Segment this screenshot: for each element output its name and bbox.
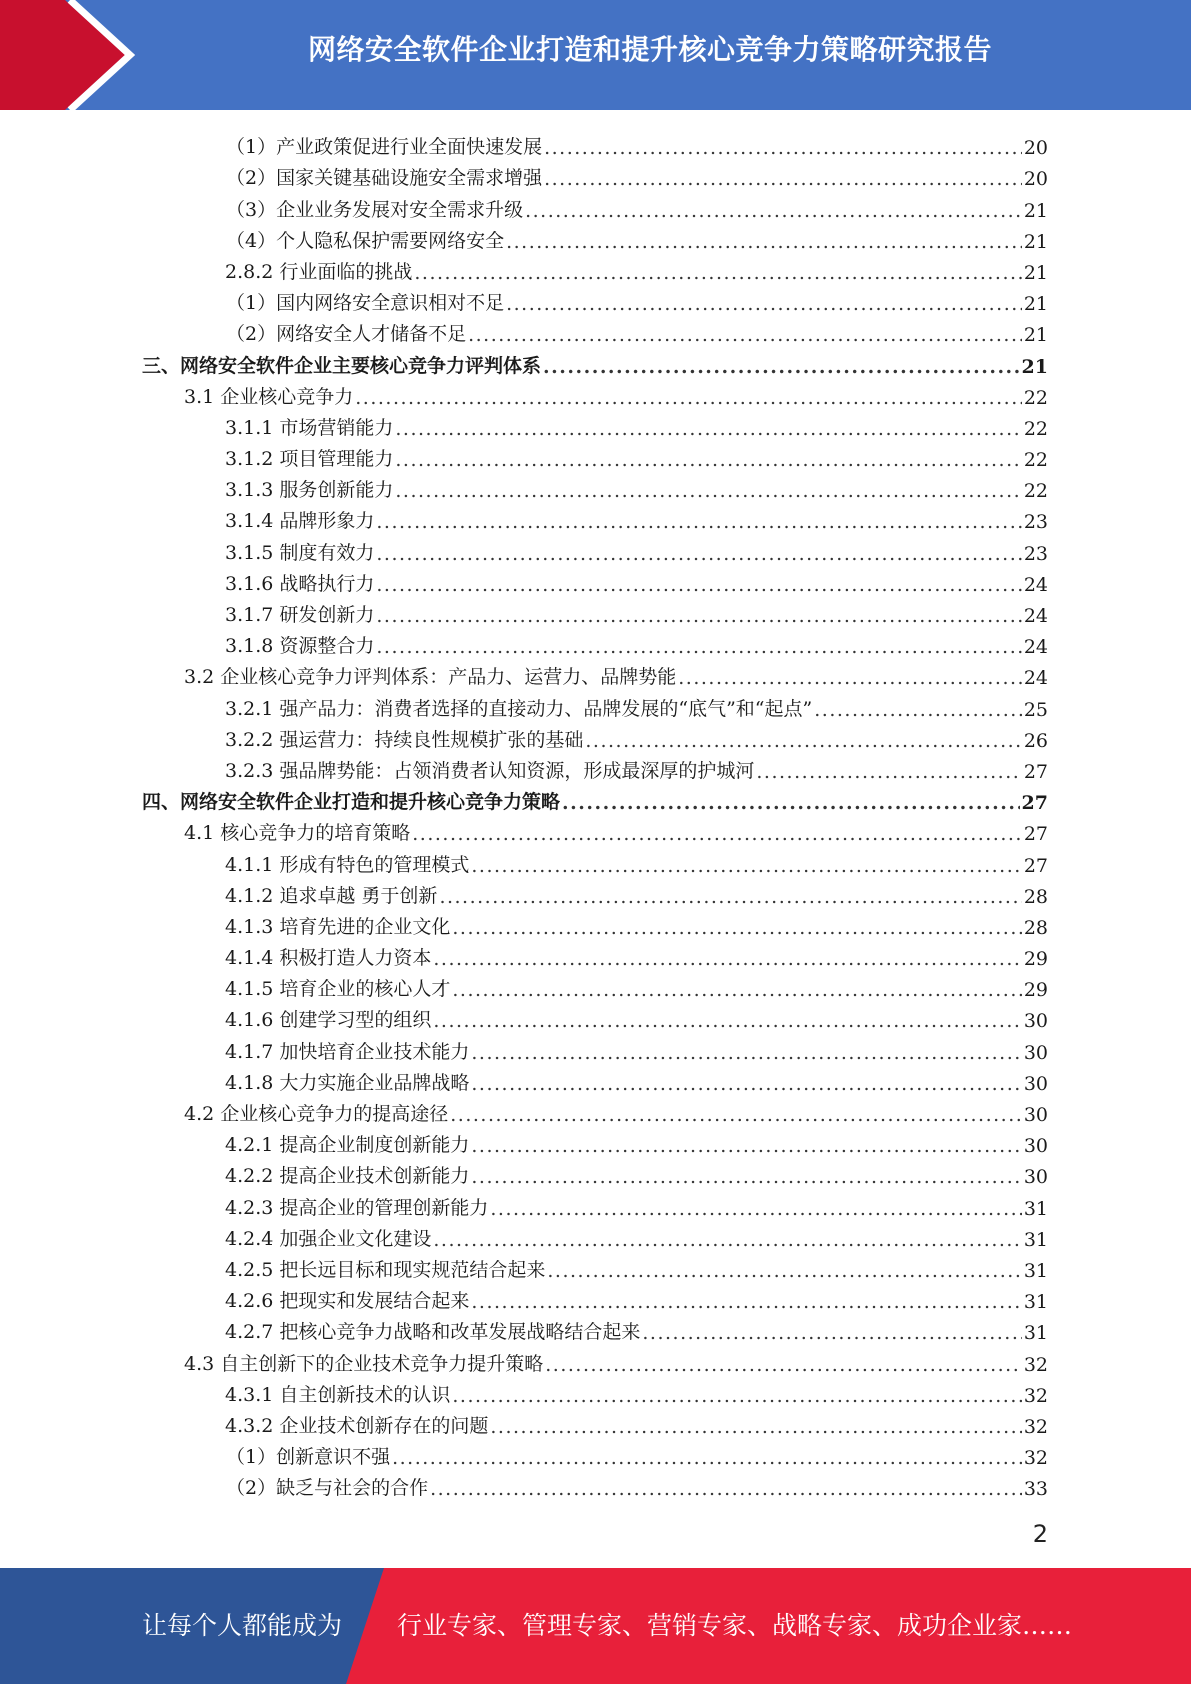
- toc-entry-page: 32: [1023, 1353, 1048, 1376]
- toc-entry-page: 22: [1023, 480, 1048, 503]
- toc-entry-label: （1）国内网络安全意识相对不足: [226, 292, 505, 315]
- toc-entry-page: 27: [1023, 823, 1048, 846]
- toc-entry-label: 4.2.3 提高企业的管理创新能力: [225, 1196, 489, 1219]
- toc-entry-label: 3.1.4 品牌形象力: [225, 510, 375, 533]
- toc-entry-label: 4.1.1 形成有特色的管理模式: [225, 853, 470, 876]
- toc-leader-dots: [545, 1354, 1022, 1376]
- toc-entry[interactable]: [0, 721, 1191, 752]
- toc-entry[interactable]: [0, 1344, 1191, 1375]
- toc-entry[interactable]: [0, 1220, 1191, 1251]
- toc-entry-page: 25: [1023, 698, 1048, 721]
- toc-entry[interactable]: [0, 378, 1191, 409]
- toc-entry-label: 3.1 企业核心竞争力: [184, 385, 354, 408]
- toc-leader-dots: [433, 1010, 1021, 1032]
- toc-entry-label: 2.8.2 行业面临的挑战: [225, 260, 413, 283]
- toc-entry-label: 3.2 企业核心竞争力评判体系：产品力、运营力、品牌势能: [184, 666, 677, 689]
- toc-entry-label: 四、网络安全软件企业打造和提升核心竞争力策略: [142, 791, 561, 814]
- toc-entry[interactable]: [0, 627, 1191, 658]
- toc-entry[interactable]: [0, 970, 1191, 1001]
- report-header: [0, 0, 1191, 110]
- toc-entry-label: （2）网络安全人才储备不足: [226, 323, 467, 346]
- toc-entry[interactable]: [0, 1313, 1191, 1344]
- toc-entry[interactable]: [0, 502, 1191, 533]
- toc-entry[interactable]: [0, 128, 1191, 159]
- toc-entry-page: 21: [1023, 261, 1048, 284]
- toc-entry[interactable]: [0, 190, 1191, 221]
- toc-entry-label: 4.1.3 培育先进的企业文化: [225, 915, 451, 938]
- toc-entry-label: 4.2.2 提高企业技术创新能力: [225, 1165, 470, 1188]
- toc-entry[interactable]: [0, 222, 1191, 253]
- toc-entry-page: 28: [1023, 916, 1048, 939]
- toc-leader-dots: [471, 1042, 1021, 1064]
- toc-leader-dots: [412, 823, 1022, 845]
- toc-entry-page: 21: [1023, 324, 1048, 347]
- toc-entry-page: 31: [1023, 1259, 1048, 1282]
- toc-leader-dots: [355, 387, 1022, 409]
- toc-entry-label: 3.1.1 市场营销能力: [225, 416, 394, 439]
- toc-leader-dots: [562, 792, 1020, 814]
- toc-leader-dots: [376, 511, 1021, 533]
- toc-entry-page: 22: [1023, 449, 1048, 472]
- toc-entry[interactable]: [0, 689, 1191, 720]
- toc-entry-label: 4.2.7 把核心竞争力战略和改革发展战略结合起来: [225, 1321, 641, 1344]
- toc-entry-label: 4.3 自主创新下的企业技术竞争力提升策略: [184, 1352, 544, 1375]
- toc-leader-dots: [471, 1291, 1021, 1313]
- toc-leader-dots: [814, 699, 1022, 721]
- toc-entry-page: 21: [1023, 230, 1048, 253]
- toc-entry-label: 4.1.7 加快培育企业技术能力: [225, 1040, 470, 1063]
- toc-entry-label: 4.1.6 创建学习型的组织: [225, 1009, 432, 1032]
- toc-entry[interactable]: [0, 752, 1191, 783]
- toc-leader-dots: [433, 948, 1021, 970]
- toc-entry-page: 21: [1023, 293, 1048, 316]
- toc-entry[interactable]: [0, 346, 1191, 377]
- toc-leader-dots: [544, 168, 1022, 190]
- header-red-arrow: [0, 0, 140, 110]
- toc-entry-label: 4.2.1 提高企业制度创新能力: [225, 1134, 470, 1157]
- toc-entry-page: 23: [1023, 542, 1048, 565]
- toc-entry-label: 4.1.2 追求卓越 勇于创新: [225, 884, 438, 907]
- toc-leader-dots: [376, 605, 1021, 627]
- toc-entry-label: 3.1.7 研发创新力: [225, 604, 375, 626]
- toc-entry[interactable]: [0, 1188, 1191, 1219]
- toc-leader-dots: [490, 1416, 1021, 1438]
- toc-leader-dots: [471, 1166, 1021, 1188]
- toc-entry-page: 24: [1023, 573, 1048, 596]
- toc-entry[interactable]: [0, 877, 1191, 908]
- toc-entry[interactable]: [0, 939, 1191, 970]
- toc-leader-dots: [678, 667, 1022, 689]
- toc-entry-page: 23: [1023, 511, 1048, 534]
- toc-entry-label: 4.1 核心竞争力的培育策略: [184, 822, 411, 845]
- toc-entry[interactable]: [0, 315, 1191, 346]
- toc-leader-dots: [471, 855, 1021, 877]
- toc-entry-label: （4）个人隐私保护需要网络安全: [226, 229, 505, 252]
- toc-leader-dots: [395, 480, 1021, 502]
- toc-entry[interactable]: [0, 596, 1191, 627]
- toc-leader-dots: [471, 1073, 1021, 1095]
- toc-entry-page: 32: [1023, 1415, 1048, 1438]
- toc-entry[interactable]: [0, 814, 1191, 845]
- toc-entry-page: 21: [1021, 355, 1048, 378]
- footer-slogan-right: 行业专家、管理专家、营销专家、战略专家、成功企业家……: [397, 1611, 1073, 1640]
- toc-entry[interactable]: [0, 1001, 1191, 1032]
- toc-leader-dots: [468, 324, 1022, 346]
- toc-entry[interactable]: [0, 1438, 1191, 1469]
- header-red-arrow-fill: [0, 0, 125, 110]
- toc-entry[interactable]: [0, 908, 1191, 939]
- toc-entry-page: 33: [1023, 1478, 1048, 1501]
- toc-entry[interactable]: [0, 1282, 1191, 1313]
- toc-entry-page: 26: [1023, 729, 1048, 752]
- toc-entry-label: （1）产业政策促进行业全面快速发展: [226, 136, 543, 159]
- toc-entry-label: 3.2.1 强产品力：消费者选择的直接动力、品牌发展的“底气”和“起点”: [225, 697, 813, 720]
- toc-leader-dots: [642, 1322, 1021, 1344]
- toc-entry-label: 三、网络安全软件企业主要核心竞争力评判体系: [142, 354, 542, 377]
- toc-leader-dots: [544, 137, 1022, 159]
- toc-entry[interactable]: [0, 471, 1191, 502]
- toc-entry[interactable]: [0, 253, 1191, 284]
- toc-entry-page: 30: [1023, 1010, 1048, 1033]
- toc-leader-dots: [585, 730, 1021, 752]
- toc-entry-page: 31: [1023, 1322, 1048, 1345]
- toc-entry[interactable]: [0, 783, 1191, 814]
- toc-entry-page: 27: [1023, 760, 1048, 783]
- toc-entry-page: 31: [1023, 1291, 1048, 1314]
- report-footer: [0, 1568, 1191, 1684]
- toc-leader-dots: [376, 574, 1021, 596]
- toc-entry[interactable]: [0, 1157, 1191, 1188]
- toc-entry[interactable]: [0, 409, 1191, 440]
- toc-leader-dots: [452, 979, 1021, 1001]
- toc-entry-label: 3.2.3 强品牌势能：占领消费者认知资源，形成最深厚的护城河: [225, 759, 755, 782]
- toc-entry[interactable]: [0, 1032, 1191, 1063]
- toc-entry-label: 4.1.5 培育企业的核心人才: [225, 978, 451, 1001]
- toc-entry-page: 27: [1023, 854, 1048, 877]
- toc-leader-dots: [430, 1478, 1022, 1500]
- toc-leader-dots: [450, 1104, 1022, 1126]
- toc-entry-label: 4.1.4 积极打造人力资本: [225, 947, 432, 970]
- toc-entry-page: 30: [1023, 1072, 1048, 1095]
- toc-entry-label: 3.1.5 制度有效力: [225, 541, 375, 564]
- toc-entry[interactable]: [0, 1126, 1191, 1157]
- toc-entry-page: 30: [1023, 1041, 1048, 1064]
- toc-entry[interactable]: [0, 845, 1191, 876]
- toc-entry-label: 4.2.4 加强企业文化建设: [225, 1227, 432, 1250]
- toc-entry-page: 30: [1023, 1104, 1048, 1126]
- toc-entry[interactable]: [0, 284, 1191, 315]
- page-number: 2: [1032, 1520, 1048, 1548]
- toc-entry-label: 3.1.6 战略执行力: [225, 572, 375, 595]
- toc-entry-page: 22: [1023, 386, 1048, 409]
- toc-entry[interactable]: [0, 1251, 1191, 1282]
- toc-leader-dots: [414, 262, 1021, 284]
- toc-entry-page: 31: [1023, 1228, 1048, 1251]
- toc-entry-page: 20: [1023, 137, 1048, 160]
- toc-entry[interactable]: [0, 565, 1191, 596]
- toc-entry[interactable]: [0, 533, 1191, 564]
- toc-entry-label: （2）国家关键基础设施安全需求增强: [226, 167, 543, 190]
- table-of-contents: [0, 128, 1191, 1500]
- toc-entry-page: 22: [1023, 417, 1048, 440]
- toc-leader-dots: [376, 636, 1021, 658]
- toc-entry[interactable]: [0, 658, 1191, 689]
- toc-entry[interactable]: [0, 1407, 1191, 1438]
- toc-entry-label: 4.2.5 把长远目标和现实规范结合起来: [225, 1258, 546, 1281]
- toc-entry[interactable]: [0, 1376, 1191, 1407]
- toc-entry[interactable]: [0, 1095, 1191, 1126]
- toc-leader-dots: [506, 293, 1022, 315]
- toc-entry-label: （2）缺乏与社会的合作: [226, 1477, 429, 1500]
- toc-leader-dots: [433, 1229, 1021, 1251]
- toc-leader-dots: [543, 356, 1020, 378]
- toc-entry-page: 28: [1023, 885, 1048, 908]
- report-title: 网络安全软件企业打造和提升核心竞争力策略研究报告: [307, 33, 992, 66]
- toc-entry-page: 20: [1023, 168, 1048, 191]
- toc-entry-label: （1）创新意识不强: [226, 1446, 391, 1469]
- toc-entry-page: 30: [1023, 1135, 1048, 1158]
- toc-leader-dots: [395, 418, 1021, 440]
- toc-entry-label: 3.1.3 服务创新能力: [225, 479, 394, 502]
- toc-leader-dots: [452, 1385, 1021, 1407]
- toc-entry-label: 3.2.2 强运营力：持续良性规模扩张的基础: [225, 728, 584, 751]
- toc-entry-label: 4.3.1 自主创新技术的认识: [225, 1383, 451, 1406]
- toc-entry-page: 32: [1023, 1447, 1048, 1470]
- toc-entry[interactable]: [0, 1469, 1191, 1500]
- toc-leader-dots: [756, 761, 1021, 783]
- toc-leader-dots: [376, 543, 1021, 565]
- toc-entry-label: 4.1.8 大力实施企业品牌战略: [225, 1071, 470, 1094]
- toc-entry-page: 30: [1023, 1166, 1048, 1189]
- toc-entry-label: 3.1.2 项目管理能力: [225, 448, 394, 471]
- toc-entry-label: 4.2 企业核心竞争力的提高途径: [184, 1103, 449, 1125]
- toc-entry-page: 24: [1023, 605, 1048, 627]
- toc-leader-dots: [525, 200, 1022, 222]
- toc-leader-dots: [490, 1198, 1021, 1220]
- toc-entry-page: 29: [1023, 979, 1048, 1002]
- toc-entry-page: 24: [1023, 636, 1048, 659]
- toc-entry-page: 24: [1023, 667, 1048, 690]
- toc-entry-page: 32: [1023, 1384, 1048, 1407]
- toc-leader-dots: [547, 1260, 1021, 1282]
- toc-entry-label: 4.2.6 把现实和发展结合起来: [225, 1290, 470, 1313]
- toc-leader-dots: [506, 231, 1022, 253]
- toc-entry-page: 29: [1023, 948, 1048, 971]
- toc-leader-dots: [395, 449, 1021, 471]
- toc-leader-dots: [452, 917, 1021, 939]
- toc-entry[interactable]: [0, 1064, 1191, 1095]
- toc-entry-label: 3.1.8 资源整合力: [225, 635, 375, 658]
- toc-entry-page: 21: [1023, 199, 1048, 222]
- toc-entry[interactable]: [0, 440, 1191, 471]
- toc-entry-label: 4.3.2 企业技术创新存在的问题: [225, 1414, 489, 1437]
- footer-slogan-left: 让每个人都能成为: [142, 1611, 343, 1640]
- toc-entry-label: （3）企业业务发展对安全需求升级: [226, 198, 524, 221]
- toc-entry-page: 31: [1023, 1197, 1048, 1220]
- toc-leader-dots: [471, 1135, 1021, 1157]
- toc-leader-dots: [392, 1447, 1022, 1469]
- toc-entry-page: 27: [1021, 792, 1048, 815]
- toc-entry[interactable]: [0, 159, 1191, 190]
- toc-leader-dots: [439, 886, 1021, 908]
